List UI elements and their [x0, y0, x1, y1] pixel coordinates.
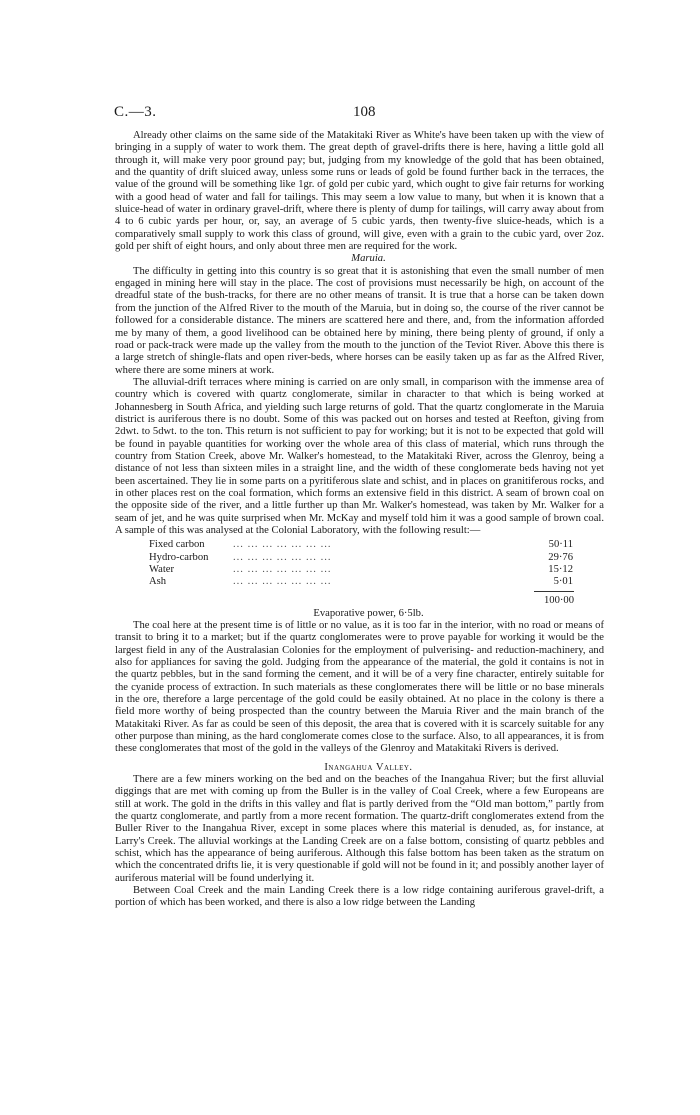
analysis-label: Fixed carbon — [149, 539, 205, 551]
table-row — [149, 576, 573, 588]
evaporative-power: Evaporative power, 6·5lb. — [313, 607, 424, 619]
analysis-label: Water — [149, 563, 175, 575]
analysis-value: 15·12 — [548, 563, 573, 575]
analysis-value: 5·01 — [553, 575, 573, 587]
analysis-label: Hydro-carbon — [149, 551, 209, 563]
paragraph: The alluvial-drift terraces where mining is carried on are only small, in comparison with the immense area of country which is covered with quartz conglomerate, similar in character to that which is being worked at Johannesberg in South Africa, and yielding such large returns of gold. That the quartz conglomerate in the Maruia district is auriferous there is no doubt. Some of this was packed out on horses and tested at Reefton, giving from 2dwt. to 5dwt. to the ton. This return is not sufficient to pay for working; but it is not to be expected that gold will be found in payable quantities for working over the whole area of this class of material, which runs through the country from Station Creek, above Mr. Walker's homestead, to the Matakitaki River, across the Glenroy, being a distance of not less than sixteen miles in a straight line, and the width of these conglomerate beds having not yet been ascertained. They lie in some parts on a pyritiferous slate and schist, and in places on granitiferous rocks, and in other places rest on the coal formation, which forms an extensive field in this district. A seam of brown coal on the opposite side of the river, and a little further up than Mr. Walker's homestead, was taken by Mr. Walker for a seam of jet, and he was quite surprised when Mr. McKay and myself told him it was a good sample of brown coal. A sample of this was analysed at the Colonial Laboratory, with the following result:— — [115, 376, 604, 536]
document-code: C.—3. — [114, 104, 157, 120]
paragraph: There are a few miners working on the bed and on the beaches of the Inangahua River; but the first alluvial diggings that are met with coming up from the Buller is in the valley of Coal Creek, where a few Europeans are still at work. The gold in the drifts in this valley and flat is partly derived from the “Old man bottom,” partly from the quartz conglomerate, and partly from a more recent formation. The quartz-drift conglomerates extend from the Buller River to the Inangahua River, except in some places where this material is denuded, as, for instance, at Larry's Creek. The alluvial workings at the Landing Creek are on a false bottom, consisting of quartz pebbles and schist, which has the appearance of being auriferous. Although this false bottom has been taken as the stratum on which the concentrated drifts lie, it is very questionable if gold will not be found in it; and possibly another layer of auriferous material will be found underlying it. — [115, 773, 604, 884]
paragraph: Between Coal Creek and the main Landing Creek there is a low ridge containing auriferous gravel-drift, a portion of which has been worked, and there is also a low ridge between the Landing — [115, 885, 604, 909]
paragraph: Already other claims on the same side of the Matakitaki River as White's have been taken up with the view of bringing in a supply of water to work them. The great depth of gravel-drifts there is here, having a little gold all through it, will make very poor ground pay; but, judging from my knowledge of the gold that has been obtained, and the quantity of drift sluiced away, unless some runs or leads of gold be found further back in the terraces, the value of the ground will be something like 1gr. of gold per cubic yard, which ought to give fair returns for working with a good head of water and fall for tailings. This may seem a low value to many, but when it is known that a sluice-head of water in ordinary gravel-drift, where there is plenty of dump for tailings, will carry away about from 4 to 6 cubic yards per hour, or, say, an average of 5 cubic yards, then twenty-five sluice-heads, which is a comparatively small supply to work this class of ground, will give, even with a grain to the cubic yard, over 2oz. gold per shift of eight hours, and only about three men are required for the work. — [115, 130, 604, 253]
table-row — [149, 539, 573, 551]
leader-dots: ... ... ... ... ... ... ... — [233, 563, 332, 575]
analysis-label: Ash — [149, 575, 167, 587]
document-body — [115, 130, 604, 910]
analysis-total: 100·00 — [543, 595, 574, 607]
paragraph: The coal here at the present time is of little or no value, as it is too far in the interior, with no road or means of transit to bring it to a market; but if the quartz conglomerates were to prove payable for working it would be the largest field in any of the Australasian Colonies for the employment of pulverising- and reduction-machinery, and also for appliances for saving the gold. Judging from the appearance of the material, the gold it contains is not in the quartz pebbles, but in the sand forming the cement, and it will be of a very fine character, entirely suitable for the cyanide process of extraction. In such materials as these conglomerates there will be little or no base minerals in the ore, therefore a large percentage of the gold could be easily obtained. At no place in the colony is there a field more worthy of being prospected than the country between the Maruia River and the main branch of the Matakitaki River. As far as could be seen of this deposit, the area that is covered with it is scarcely suitable for any other purpose than mining, as the hard conglomerate comes close to the surface. Also, to all appearances, it is from these conglomerates that most of the gold in the valleys of the Glenroy and Matakitaki Rivers is derived. — [115, 619, 604, 755]
page-header — [114, 104, 604, 124]
table-row — [149, 564, 573, 576]
analysis-value: 50·11 — [548, 539, 573, 551]
leader-dots: ... ... ... ... ... ... ... — [233, 551, 332, 563]
leader-dots: ... ... ... ... ... ... ... — [233, 575, 332, 587]
sum-rule — [534, 591, 574, 592]
paragraph: The difficulty in getting into this country is so great that it is astonishing that even the small number of men engaged in mining here will stay in the place. The cost of provisions must necessarily be high, on account of the dreadful state of the bush-tracks, for there are no other means of transit. It is true that a horse can be taken down from the junction of the Alfred River to the mouth of the Maruia, but in doing so, the course of the river cannot be followed for a considerable distance. The miners are scattered here and there, and, from the information afforded me by many of them, a good livelihood can be obtained here by mining, there being plenty of ground, if only a road or pack-track were made up the valley from the mouth to the junction of the Teviot River. Above this there is a large stretch of shingle-flats and open river-beds, where horses can be easily taken up as far as the Alfred River, where there are some miners at work. — [115, 265, 604, 376]
leader-dots: ... ... ... ... ... ... ... — [233, 539, 332, 551]
page-number: 108 — [353, 104, 376, 120]
table-row — [149, 552, 573, 564]
section-heading-inangahua: Inangahua Valley. — [324, 761, 413, 773]
analysis-value: 29·76 — [548, 551, 573, 563]
section-heading-maruia: Maruia. — [351, 253, 386, 265]
coal-analysis-table — [149, 539, 573, 588]
